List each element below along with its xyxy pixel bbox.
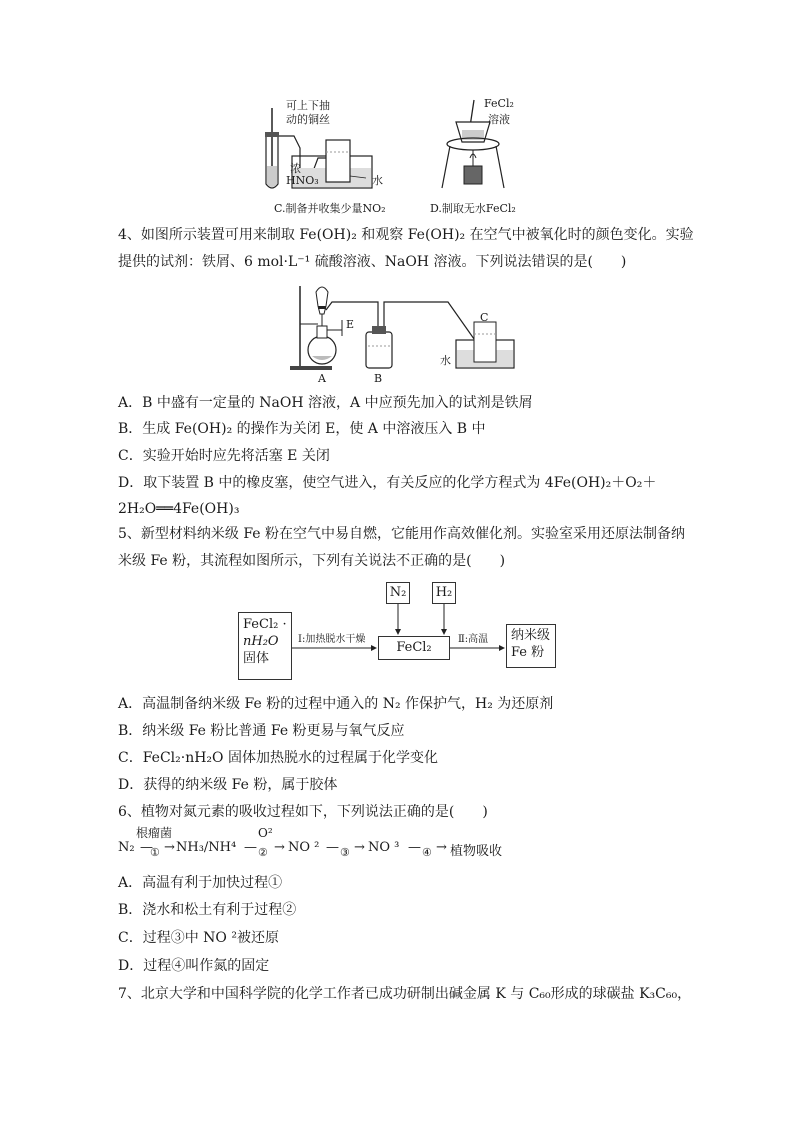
chain-arrow-3b: → <box>354 840 365 855</box>
chain-arrow-1: — <box>140 840 153 855</box>
chain-arrow-2b: → <box>274 840 285 855</box>
q5-option-c: C．FeCl₂·nH₂O 固体加热脱水的过程属于化学变化 <box>118 750 438 766</box>
chain-n2: ② <box>258 846 268 859</box>
q6-option-b: B．浇水和松土有利于过程② <box>118 902 297 918</box>
chain-above-2: O² <box>258 826 273 840</box>
chain-s2: NO ² <box>288 840 320 855</box>
fig-c-label-water: 水 <box>372 174 383 187</box>
flow-step-2-label: Ⅱ:高温 <box>458 634 489 645</box>
fig-d-label-fecl2: FeCl₂ <box>484 97 514 110</box>
flow-fecl2-label: FeCl₂ <box>396 640 432 655</box>
flow-box1-line-2: nH₂O <box>243 634 279 649</box>
chain-arrow-4b: → <box>436 840 447 855</box>
q6-reaction-chain <box>118 824 538 864</box>
flow-box3-line-1: 纳米级 <box>511 628 551 643</box>
chain-arrow-2: — <box>244 840 257 855</box>
q4-fig-label-water: 水 <box>440 354 451 367</box>
flow-box-nano-fe <box>506 624 556 668</box>
fig-d-caption: D.制取无水FeCl₂ <box>430 202 516 215</box>
q6-option-c: C．过程③中 NO ²被还原 <box>118 930 279 946</box>
q6-option-a: A．高温有利于加快过程① <box>118 875 283 891</box>
flow-step-1-label: Ⅰ:加热脱水干燥 <box>298 634 366 645</box>
fig-c-caption: C.制备并收集少量NO₂ <box>274 202 386 215</box>
fig-d-label-solution: 溶液 <box>488 113 510 126</box>
q5-stem-line-2: 米级 Fe 粉，其流程如图所示，下列有关说法不正确的是( ) <box>118 553 506 569</box>
chain-n1: ① <box>150 846 160 859</box>
chain-arrow-1b: → <box>164 840 175 855</box>
chain-s4: 植物吸收 <box>450 844 503 859</box>
chain-s3: NO ³ <box>368 840 400 855</box>
flow-box3-line-2: Fe 粉 <box>511 645 545 660</box>
q6-option-d: D．过程④叫作氮的固定 <box>118 958 270 974</box>
q4-option-c: C．实验开始时应先将活塞 E 关闭 <box>118 448 330 464</box>
flow-h2-label: H₂ <box>435 585 453 600</box>
flow-box1-line-1: FeCl₂ · <box>243 617 287 632</box>
fig-c-label-wire-1: 可上下抽 <box>286 99 330 112</box>
q4-fig-label-c: C <box>480 311 489 324</box>
q4-fig-label-a: A <box>318 372 326 385</box>
q4-option-d: D．取下装置 B 中的橡皮塞，使空气进入，有关反应的化学方程式为 4Fe(OH)₂＋O₂＋ <box>118 475 657 491</box>
q4-stem-line-1: 4、如图所示装置可用来制取 Fe(OH)₂ 和观察 Fe(OH)₂ 在空气中被氧化时的颜色变化。实验 <box>118 227 694 243</box>
q4-option-d-cont: 2H₂O══4Fe(OH)₃ <box>118 501 240 517</box>
q5-option-a: A．高温制备纳米级 Fe 粉的过程中通入的 N₂ 作保护气，H₂ 为还原剂 <box>118 696 554 712</box>
q6-stem: 6、植物对氮元素的吸收过程如下，下列说法正确的是( ) <box>118 804 488 820</box>
chain-arrow-3: — <box>326 840 339 855</box>
figure-q4-feoh2-apparatus <box>288 280 520 386</box>
q5-option-d: D．获得的纳米级 Fe 粉，属于胶体 <box>118 777 338 793</box>
q7-stem: 7、北京大学和中国科学院的化学工作者已成功研制出碱金属 K 与 C₆₀形成的球碳盐 K₃C₆₀， <box>118 986 692 1002</box>
q4-option-a: A．B 中盛有一定量的 NaOH 溶液，A 中应预先加入的试剂是铁屑 <box>118 395 533 411</box>
chain-above-1: 根瘤菌 <box>136 826 173 840</box>
fig-c-label-wire-2: 动的铜丝 <box>286 113 330 126</box>
q5-stem-line-1: 5、新型材料纳米级 Fe 粉在空气中易自燃，它能用作高效催化剂。实验室采用还原法制备纳 <box>118 526 686 542</box>
q4-fig-label-e: E <box>346 318 355 331</box>
fig-c-label-conc: 浓 <box>290 162 301 175</box>
q4-stem-line-2: 提供的试剂：铁屑、6 mol·L⁻¹ 硫酸溶液、NaOH 溶液。下列说法错误的是( ) <box>118 254 627 270</box>
flow-n2-label: N₂ <box>389 585 407 600</box>
flow-box-fecl2-hydrate <box>238 612 292 680</box>
q5-option-b: B．纳米级 Fe 粉比普通 Fe 粉更易与氧气反应 <box>118 723 405 739</box>
chain-n4: ④ <box>422 846 432 859</box>
fig-c-label-hno3: HNO₃ <box>286 174 319 187</box>
chain-arrow-4: — <box>408 840 421 855</box>
chain-s1: NH₃/NH⁴ <box>176 840 237 855</box>
q4-fig-label-b: B <box>374 372 383 385</box>
chain-n3: ③ <box>340 846 350 859</box>
q4-option-b: B．生成 Fe(OH)₂ 的操作为关闭 E，使 A 中溶液压入 B 中 <box>118 421 486 437</box>
flow-box1-line-3: 固体 <box>243 651 270 666</box>
chain-s0: N₂ <box>118 840 135 855</box>
